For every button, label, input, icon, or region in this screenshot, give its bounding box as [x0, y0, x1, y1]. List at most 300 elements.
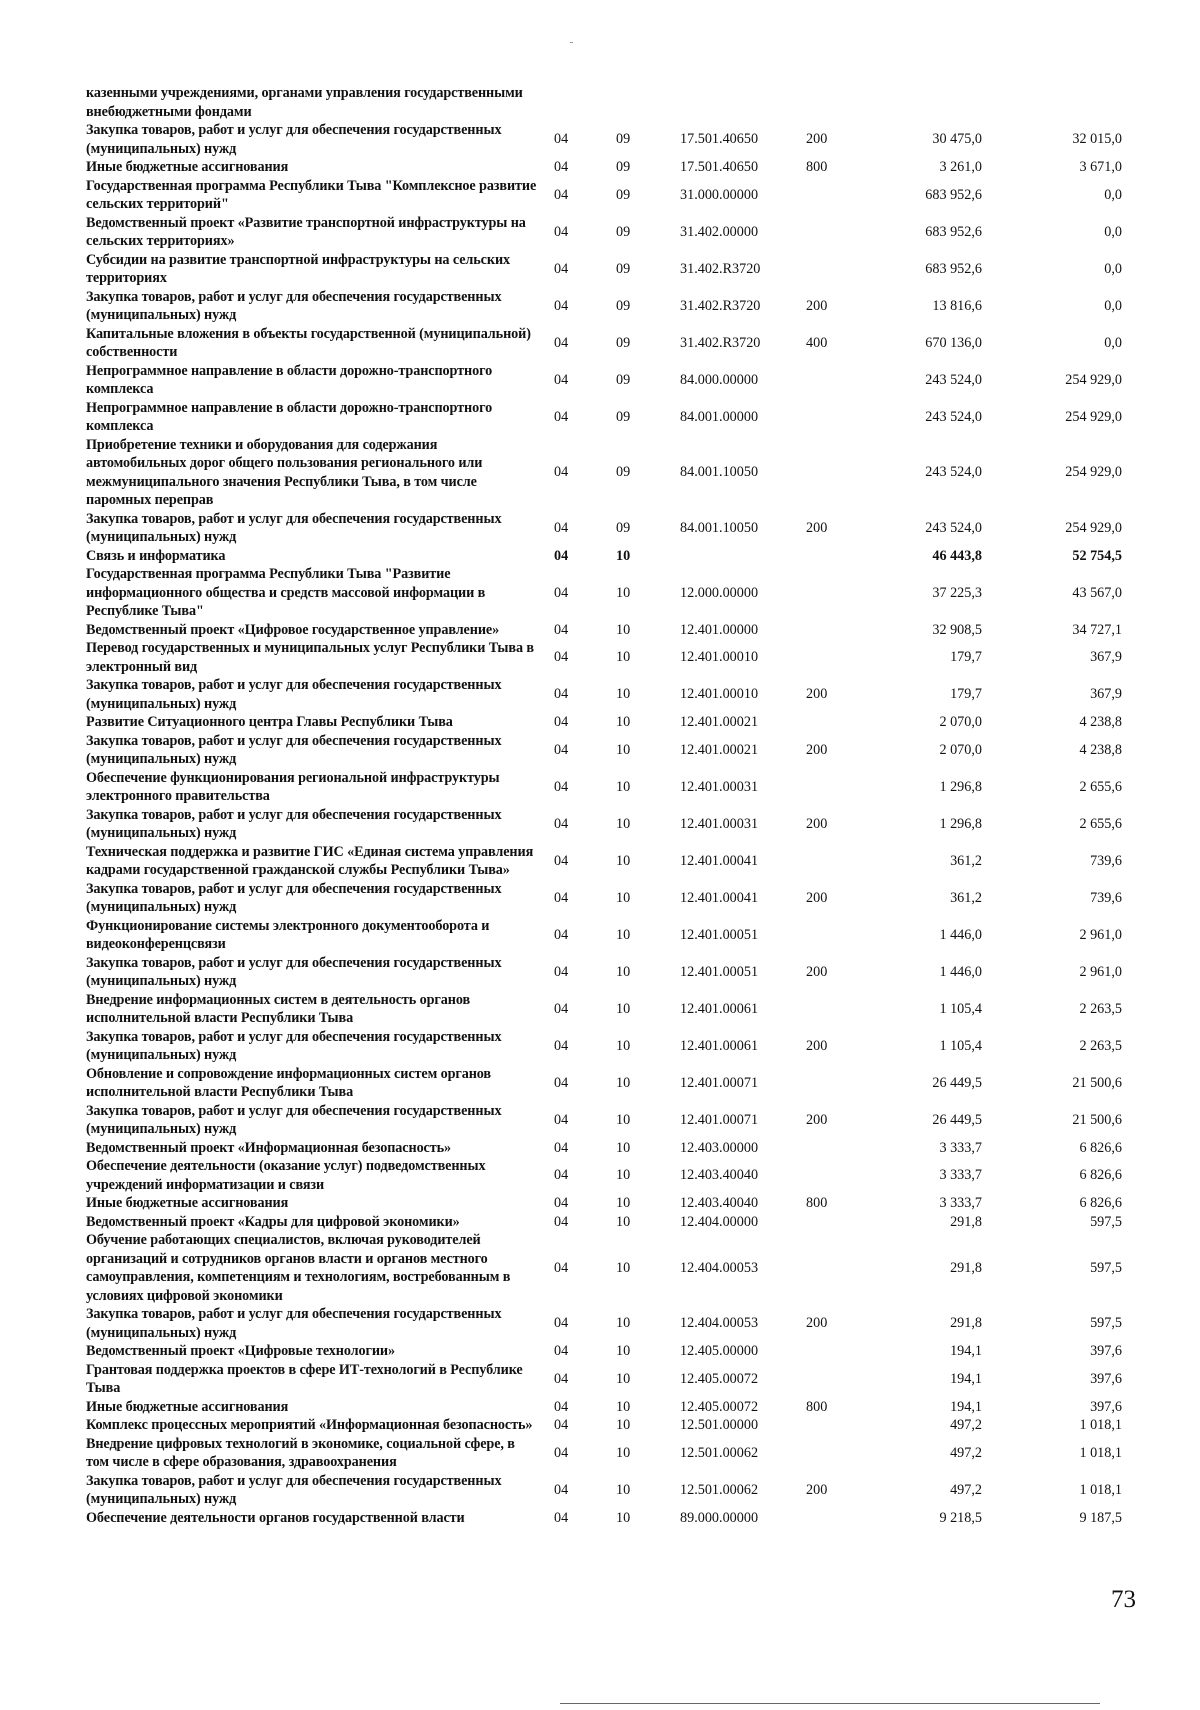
row-target-article: 12.000.00000: [680, 584, 759, 601]
row-section-code: 04: [554, 1343, 569, 1359]
table-row: [86, 177, 1126, 214]
row-subsection-code: 10: [616, 1111, 631, 1128]
row-amount-year2: 739,6: [1090, 889, 1122, 906]
row-amount-year1: 1 105,4: [939, 1000, 982, 1017]
row-section-code: 04: [554, 889, 569, 906]
row-section-code: 04: [554, 686, 569, 703]
row-amount-year1: 497,2: [950, 1417, 982, 1433]
row-amount-year1: 194,1: [950, 1398, 982, 1415]
row-subsection-code: 10: [616, 714, 631, 730]
table-row: [86, 1509, 1126, 1528]
table-row: [86, 436, 1126, 510]
row-expense-type: 200: [806, 1111, 828, 1128]
table-row: [86, 1231, 1126, 1305]
row-expense-type: 200: [806, 1315, 828, 1332]
row-subsection-code: 09: [616, 223, 631, 240]
row-description: Внедрение цифровых технологий в экономике, социальной сфере, в том числе в сфере образования, здравоохранения: [86, 1435, 515, 1470]
row-amount-year2: 1 018,1: [1079, 1444, 1122, 1461]
row-subsection-code: 09: [616, 159, 631, 175]
row-target-article: 12.401.00071: [680, 1074, 759, 1091]
row-expense-type: 200: [806, 889, 828, 906]
table-row: [86, 1398, 1126, 1417]
row-expense-type: 200: [806, 963, 828, 980]
row-amount-year1: 683 952,6: [925, 223, 982, 240]
row-description: Закупка товаров, работ и услуг для обеспечения государственных (муниципальных) нужд: [86, 1306, 502, 1341]
row-section-code: 04: [554, 1370, 569, 1387]
row-subsection-code: 10: [616, 1000, 631, 1017]
row-target-article: 12.403.40040: [680, 1195, 759, 1211]
table-row: [86, 1472, 1126, 1509]
row-amount-year1: 13 816,6: [932, 297, 982, 314]
row-subsection-code: 10: [616, 649, 631, 666]
row-subsection-code: 09: [616, 464, 631, 481]
row-target-article: 12.401.00041: [680, 852, 759, 869]
row-section-code: 04: [554, 186, 569, 203]
row-section-code: 04: [554, 464, 569, 481]
row-subsection-code: 09: [616, 408, 631, 425]
row-amount-year1: 3 333,7: [939, 1195, 982, 1211]
row-description: Ведомственный проект «Развитие транспортной инфраструктуры на сельских территориях»: [86, 214, 526, 249]
row-subsection-code: 10: [616, 1074, 631, 1091]
row-description: Закупка товаров, работ и услуг для обеспечения государственных (муниципальных) нужд: [86, 122, 502, 157]
row-amount-year2: 367,9: [1090, 686, 1122, 703]
row-expense-type: 200: [806, 1037, 828, 1054]
row-subsection-code: 10: [616, 852, 631, 869]
row-description: Закупка товаров, работ и услуг для обеспечения государственных (муниципальных) нужд: [86, 954, 502, 989]
row-description: Связь и информатика: [86, 547, 226, 564]
row-section-code: 04: [554, 1444, 569, 1461]
row-subsection-code: 09: [616, 371, 631, 388]
row-amount-year2: 9 187,5: [1079, 1509, 1122, 1526]
row-description: Закупка товаров, работ и услуг для обеспечения государственных (муниципальных) нужд: [86, 1102, 502, 1137]
row-amount-year2: 254 929,0: [1065, 519, 1122, 536]
row-amount-year2: 1 018,1: [1079, 1481, 1122, 1498]
table-row: [86, 1361, 1126, 1398]
row-expense-type: 200: [806, 686, 828, 703]
row-amount-year2: 597,5: [1090, 1315, 1122, 1332]
table-row: [86, 158, 1126, 177]
row-target-article: 12.401.00031: [680, 778, 759, 795]
row-amount-year1: 46 443,8: [932, 547, 982, 564]
row-subsection-code: 10: [616, 1509, 631, 1526]
row-target-article: 31.402.R3720: [680, 260, 761, 277]
row-section-code: 04: [554, 131, 569, 148]
row-target-article: 12.404.00053: [680, 1315, 759, 1332]
row-subsection-code: 10: [616, 741, 631, 758]
row-amount-year2: 6 826,6: [1079, 1167, 1122, 1184]
row-amount-year2: 739,6: [1090, 852, 1122, 869]
bottom-rule: [560, 1703, 1100, 1704]
table-row: [86, 214, 1126, 251]
row-amount-year1: 1 296,8: [939, 778, 982, 795]
row-description: Закупка товаров, работ и услуг для обеспечения государственных (муниципальных) нужд: [86, 510, 502, 545]
row-description: Иные бюджетные ассигнования: [86, 1398, 289, 1415]
table-row: [86, 399, 1126, 436]
row-target-article: 84.001.00000: [680, 408, 759, 425]
row-subsection-code: 10: [616, 686, 631, 703]
row-target-article: 12.501.00000: [680, 1417, 759, 1433]
row-amount-year2: 34 727,1: [1072, 621, 1122, 638]
row-expense-type: 200: [806, 131, 828, 148]
row-description: Государственная программа Республики Тыва "Развитие информационного общества и средств массовой информации в Республике Тыва": [86, 566, 486, 619]
row-subsection-code: 09: [616, 131, 631, 148]
row-expense-type: 200: [806, 815, 828, 832]
row-amount-year2: 2 263,5: [1079, 1037, 1122, 1054]
row-subsection-code: 10: [616, 815, 631, 832]
row-section-code: 04: [554, 1167, 569, 1184]
row-target-article: 84.000.00000: [680, 371, 759, 388]
row-expense-type: 200: [806, 297, 828, 314]
row-target-article: 12.401.00061: [680, 1000, 759, 1017]
row-subsection-code: 09: [616, 260, 631, 277]
row-section-code: 04: [554, 963, 569, 980]
table-row: [86, 991, 1126, 1028]
row-section-code: 04: [554, 159, 569, 175]
row-amount-year2: 21 500,6: [1072, 1111, 1122, 1128]
row-subsection-code: 10: [616, 1259, 631, 1276]
row-description: Внедрение информационных систем в деятельность органов исполнительной власти Республики Тыва: [86, 991, 471, 1026]
row-amount-year1: 2 070,0: [939, 714, 982, 730]
row-amount-year1: 1 446,0: [939, 963, 982, 980]
row-target-article: 84.001.10050: [680, 464, 759, 481]
row-description: Функционирование системы электронного документооборота и видеоконференцсвязи: [86, 917, 490, 952]
row-amount-year2: 254 929,0: [1065, 464, 1122, 481]
budget-table: [86, 84, 1126, 1527]
row-target-article: 12.403.00000: [680, 1139, 759, 1156]
row-section-code: 04: [554, 519, 569, 536]
row-subsection-code: 10: [616, 1444, 631, 1461]
row-target-article: 17.501.40650: [680, 131, 759, 148]
row-amount-year1: 1 296,8: [939, 815, 982, 832]
row-amount-year1: 683 952,6: [925, 260, 982, 277]
row-description: Грантовая поддержка проектов в сфере ИТ-технологий в Республике Тыва: [86, 1361, 523, 1396]
row-amount-year1: 1 446,0: [939, 926, 982, 943]
row-section-code: 04: [554, 649, 569, 666]
row-description: Иные бюджетные ассигнования: [86, 1195, 289, 1211]
table-row: [86, 84, 1126, 121]
row-description: Непрограммное направление в области дорожно-транспортного комплекса: [86, 399, 493, 434]
row-section-code: 04: [554, 1139, 569, 1156]
row-amount-year2: 32 015,0: [1072, 131, 1122, 148]
row-amount-year1: 9 218,5: [939, 1509, 982, 1526]
row-description: Перевод государственных и муниципальных услуг Республики Тыва в электронный вид: [86, 640, 534, 675]
row-target-article: 12.405.00072: [680, 1370, 759, 1387]
row-description: Непрограммное направление в области дорожно-транспортного комплекса: [86, 362, 493, 397]
row-section-code: 04: [554, 1074, 569, 1091]
row-amount-year2: 3 671,0: [1079, 159, 1122, 175]
row-target-article: 31.402.R3720: [680, 334, 761, 351]
row-description: Закупка товаров, работ и услуг для обеспечения государственных (муниципальных) нужд: [86, 806, 502, 841]
row-target-article: 12.401.00031: [680, 815, 759, 832]
row-section-code: 04: [554, 1509, 569, 1526]
table-row: [86, 769, 1126, 806]
table-row: [86, 1028, 1126, 1065]
table-row: [86, 1213, 1126, 1232]
row-amount-year1: 243 524,0: [925, 464, 982, 481]
row-section-code: 04: [554, 1398, 569, 1415]
row-expense-type: 800: [806, 1398, 828, 1415]
table-row: [86, 1416, 1126, 1435]
row-subsection-code: 10: [616, 1398, 631, 1415]
table-row: [86, 325, 1126, 362]
row-description: Обновление и сопровождение информационных систем органов исполнительной власти Республики Тыва: [86, 1065, 491, 1100]
table-row: [86, 251, 1126, 288]
row-description: Ведомственный проект «Цифровые технологии»: [86, 1343, 395, 1359]
row-subsection-code: 10: [616, 889, 631, 906]
row-subsection-code: 09: [616, 519, 631, 536]
table-row: [86, 732, 1126, 769]
row-subsection-code: 09: [616, 186, 631, 203]
row-subsection-code: 10: [616, 547, 631, 564]
row-target-article: 12.501.00062: [680, 1481, 759, 1498]
row-description: казенными учреждениями, органами управления государственными внебюджетными фондами: [86, 85, 523, 120]
row-amount-year2: 597,5: [1090, 1259, 1122, 1276]
row-amount-year2: 2 961,0: [1079, 926, 1122, 943]
row-target-article: 12.404.00053: [680, 1259, 759, 1276]
row-amount-year1: 3 261,0: [939, 159, 982, 175]
row-section-code: 04: [554, 1417, 569, 1433]
row-section-code: 04: [554, 334, 569, 351]
row-amount-year2: 52 754,5: [1072, 547, 1122, 564]
row-description: Государственная программа Республики Тыва "Комплексное развитие сельских территорий": [86, 177, 537, 212]
row-amount-year1: 1 105,4: [939, 1037, 982, 1054]
row-section-code: 04: [554, 297, 569, 314]
row-section-code: 04: [554, 741, 569, 758]
row-amount-year2: 397,6: [1090, 1343, 1122, 1359]
row-expense-type: 200: [806, 741, 828, 758]
row-section-code: 04: [554, 1195, 569, 1211]
row-amount-year2: 0,0: [1104, 260, 1122, 277]
row-section-code: 04: [554, 778, 569, 795]
table-row: [86, 1157, 1126, 1194]
row-subsection-code: 10: [616, 1213, 631, 1230]
row-amount-year2: 254 929,0: [1065, 408, 1122, 425]
row-subsection-code: 10: [616, 1343, 631, 1359]
row-amount-year1: 3 333,7: [939, 1139, 982, 1156]
row-description: Закупка товаров, работ и услуг для обеспечения государственных (муниципальных) нужд: [86, 677, 502, 712]
row-amount-year1: 243 524,0: [925, 408, 982, 425]
row-target-article: 31.000.00000: [680, 186, 759, 203]
row-amount-year1: 497,2: [950, 1481, 982, 1498]
row-amount-year1: 179,7: [950, 686, 982, 703]
row-target-article: 17.501.40650: [680, 159, 759, 175]
row-description: Закупка товаров, работ и услуг для обеспечения государственных (муниципальных) нужд: [86, 1028, 502, 1063]
row-expense-type: 200: [806, 519, 828, 536]
row-amount-year2: 2 655,6: [1079, 815, 1122, 832]
row-description: Развитие Ситуационного центра Главы Республики Тыва: [86, 714, 453, 730]
row-amount-year2: 0,0: [1104, 297, 1122, 314]
row-subsection-code: 10: [616, 1315, 631, 1332]
row-amount-year1: 30 475,0: [932, 131, 982, 148]
table-row: [86, 843, 1126, 880]
row-amount-year1: 37 225,3: [932, 584, 982, 601]
row-description: Субсидии на развитие транспортной инфраструктуры на сельских территориях: [86, 251, 511, 286]
row-amount-year2: 367,9: [1090, 649, 1122, 666]
row-section-code: 04: [554, 408, 569, 425]
row-description: Обеспечение функционирования региональной инфраструктуры электронного правительства: [86, 769, 500, 804]
row-description: Приобретение техники и оборудования для содержания автомобильных дорог общего пользования регионального или межмуниципального значения Республики Тыва, в том числе паромных переправ: [86, 436, 483, 508]
row-section-code: 04: [554, 260, 569, 277]
table-row: [86, 288, 1126, 325]
row-amount-year2: 397,6: [1090, 1398, 1122, 1415]
row-target-article: 12.401.00000: [680, 621, 759, 638]
row-section-code: 04: [554, 1481, 569, 1498]
row-subsection-code: 10: [616, 1167, 631, 1184]
row-amount-year1: 291,8: [950, 1259, 982, 1276]
row-description: Закупка товаров, работ и услуг для обеспечения государственных (муниципальных) нужд: [86, 880, 502, 915]
row-section-code: 04: [554, 371, 569, 388]
row-amount-year2: 6 826,6: [1079, 1139, 1122, 1156]
row-amount-year2: 0,0: [1104, 186, 1122, 203]
row-target-article: 12.401.00071: [680, 1111, 759, 1128]
row-amount-year1: 194,1: [950, 1370, 982, 1387]
row-amount-year2: 1 018,1: [1079, 1417, 1122, 1433]
row-amount-year1: 194,1: [950, 1343, 982, 1359]
table-section-row: [86, 547, 1126, 566]
row-target-article: 12.405.00000: [680, 1343, 759, 1359]
row-amount-year1: 683 952,6: [925, 186, 982, 203]
table-row: [86, 565, 1126, 621]
row-amount-year1: 26 449,5: [932, 1111, 982, 1128]
row-subsection-code: 10: [616, 621, 631, 638]
row-target-article: 12.403.40040: [680, 1167, 759, 1184]
table-row: [86, 639, 1126, 676]
row-amount-year1: 497,2: [950, 1444, 982, 1461]
row-description: Иные бюджетные ассигнования: [86, 159, 289, 175]
row-amount-year2: 2 263,5: [1079, 1000, 1122, 1017]
table-row: [86, 121, 1126, 158]
table-row: [86, 954, 1126, 991]
row-subsection-code: 09: [616, 297, 631, 314]
table-row: [86, 806, 1126, 843]
table-row: [86, 1435, 1126, 1472]
row-description: Закупка товаров, работ и услуг для обеспечения государственных (муниципальных) нужд: [86, 1472, 502, 1507]
row-amount-year2: 4 238,8: [1079, 714, 1122, 730]
row-section-code: 04: [554, 714, 569, 730]
row-amount-year2: 397,6: [1090, 1370, 1122, 1387]
row-target-article: 12.401.00051: [680, 963, 759, 980]
row-amount-year1: 26 449,5: [932, 1074, 982, 1091]
row-amount-year1: 291,8: [950, 1315, 982, 1332]
table-row: [86, 1194, 1126, 1213]
row-section-code: 04: [554, 926, 569, 943]
row-amount-year1: 2 070,0: [939, 741, 982, 758]
row-description: Ведомственный проект «Кадры для цифровой экономики»: [86, 1213, 460, 1230]
row-description: Техническая поддержка и развитие ГИС «Единая система управления кадрами государственной гражданской службы Республики Тыва»: [86, 843, 534, 878]
row-section-code: 04: [554, 621, 569, 638]
row-section-code: 04: [554, 1259, 569, 1276]
row-section-code: 04: [554, 547, 569, 564]
row-target-article: 84.001.10050: [680, 519, 759, 536]
row-expense-type: 200: [806, 1481, 828, 1498]
row-amount-year1: 361,2: [950, 852, 982, 869]
page-number: 73: [1111, 1586, 1136, 1613]
row-amount-year1: 243 524,0: [925, 519, 982, 536]
row-subsection-code: 10: [616, 963, 631, 980]
row-description: Капитальные вложения в объекты государственной (муниципальной) собственности: [86, 325, 531, 360]
row-section-code: 04: [554, 852, 569, 869]
row-amount-year1: 179,7: [950, 649, 982, 666]
row-amount-year1: 3 333,7: [939, 1167, 982, 1184]
row-amount-year1: 361,2: [950, 889, 982, 906]
row-description: Комплекс процессных мероприятий «Информационная безопасность»: [86, 1417, 533, 1433]
row-target-article: 31.402.R3720: [680, 297, 761, 314]
row-amount-year2: 254 929,0: [1065, 371, 1122, 388]
row-subsection-code: 10: [616, 1417, 631, 1433]
table-row: [86, 1342, 1126, 1361]
row-target-article: 89.000.00000: [680, 1509, 759, 1526]
row-expense-type: 800: [806, 1195, 828, 1211]
row-subsection-code: 10: [616, 1370, 631, 1387]
table-row: [86, 1102, 1126, 1139]
table-row: [86, 676, 1126, 713]
row-subsection-code: 10: [616, 1139, 631, 1156]
row-description: Ведомственный проект «Цифровое государственное управление»: [86, 621, 500, 638]
row-description: Закупка товаров, работ и услуг для обеспечения государственных (муниципальных) нужд: [86, 288, 502, 323]
row-amount-year1: 670 136,0: [925, 334, 982, 351]
row-target-article: 12.401.00010: [680, 686, 759, 703]
row-subsection-code: 10: [616, 778, 631, 795]
row-description: Обеспечение деятельности (оказание услуг) подведомственных учреждений информатизации и связи: [86, 1158, 486, 1193]
row-subsection-code: 09: [616, 334, 631, 351]
row-section-code: 04: [554, 584, 569, 601]
row-description: Обеспечение деятельности органов государственной власти: [86, 1509, 465, 1526]
row-target-article: 12.401.00061: [680, 1037, 759, 1054]
table-row: [86, 1305, 1126, 1342]
row-subsection-code: 10: [616, 584, 631, 601]
table-row: [86, 362, 1126, 399]
row-target-article: 12.401.00051: [680, 926, 759, 943]
table-row: [86, 880, 1126, 917]
row-subsection-code: 10: [616, 1195, 631, 1211]
row-section-code: 04: [554, 1315, 569, 1332]
row-subsection-code: 10: [616, 1037, 631, 1054]
row-amount-year2: 0,0: [1104, 223, 1122, 240]
row-section-code: 04: [554, 815, 569, 832]
table-row: [86, 713, 1126, 732]
row-amount-year2: 2 961,0: [1079, 963, 1122, 980]
row-section-code: 04: [554, 1037, 569, 1054]
row-amount-year2: 0,0: [1104, 334, 1122, 351]
table-row: [86, 621, 1126, 640]
table-row: [86, 1065, 1126, 1102]
row-target-article: 12.405.00072: [680, 1398, 759, 1415]
row-description: Обучение работающих специалистов, включая руководителей организаций и сотрудников органов власти и органов местного самоуправления, компетенциям и технологиям, востребованным в условиях цифровой экономики: [86, 1232, 511, 1304]
row-expense-type: 400: [806, 334, 828, 351]
row-section-code: 04: [554, 1213, 569, 1230]
scan-mark: [570, 42, 573, 43]
row-amount-year2: 2 655,6: [1079, 778, 1122, 795]
table-row: [86, 917, 1126, 954]
row-target-article: 12.404.00000: [680, 1213, 759, 1230]
row-amount-year1: 291,8: [950, 1213, 982, 1230]
row-section-code: 04: [554, 1111, 569, 1128]
row-section-code: 04: [554, 223, 569, 240]
row-amount-year2: 43 567,0: [1072, 584, 1122, 601]
row-target-article: 12.401.00021: [680, 741, 759, 758]
row-amount-year2: 597,5: [1090, 1213, 1122, 1230]
row-description: Закупка товаров, работ и услуг для обеспечения государственных (муниципальных) нужд: [86, 732, 502, 767]
table-row: [86, 1139, 1126, 1158]
row-target-article: 12.501.00062: [680, 1444, 759, 1461]
row-target-article: 12.401.00010: [680, 649, 759, 666]
row-amount-year1: 32 908,5: [932, 621, 982, 638]
row-subsection-code: 10: [616, 1481, 631, 1498]
row-amount-year2: 6 826,6: [1079, 1195, 1122, 1211]
row-amount-year2: 4 238,8: [1079, 741, 1122, 758]
row-subsection-code: 10: [616, 926, 631, 943]
row-amount-year2: 21 500,6: [1072, 1074, 1122, 1091]
